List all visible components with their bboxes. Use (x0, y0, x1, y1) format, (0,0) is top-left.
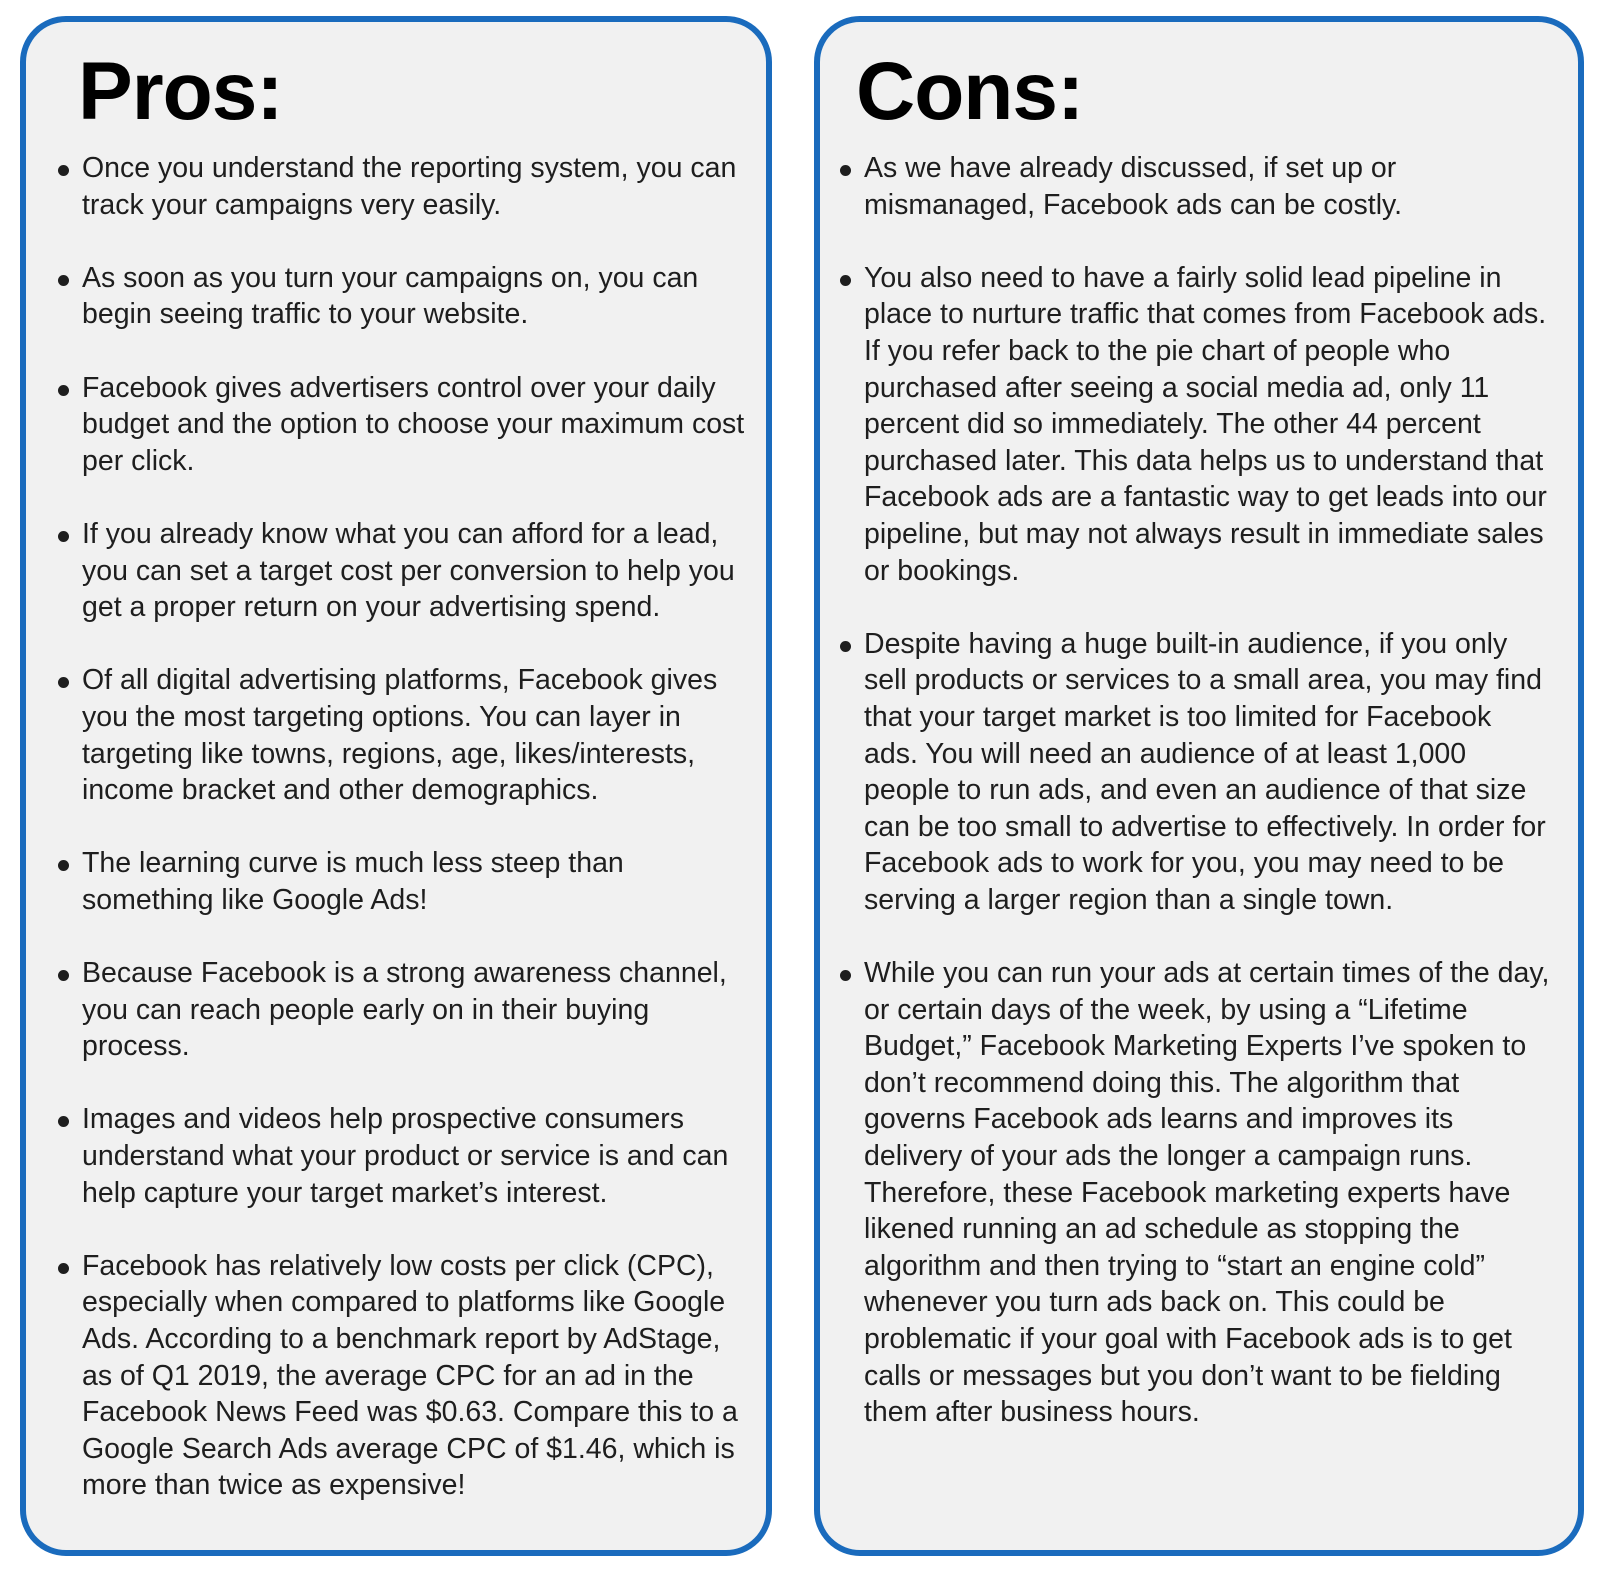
bullet-icon (58, 165, 69, 176)
cons-item (838, 260, 1550, 589)
bullet-icon (58, 385, 69, 396)
bullet-icon (58, 677, 69, 688)
bullet-icon (840, 275, 851, 286)
pros-item-text: Facebook gives advertisers control over your daily budget and the option to choose your maximum cost per click. (82, 371, 745, 477)
pros-item-text: Images and videos help prospective consumers understand what your product or service is and can help capture your target market’s interest. (82, 1103, 729, 1209)
bullet-icon (840, 970, 851, 981)
bullet-icon (58, 970, 69, 981)
pros-item-text: Because Facebook is a strong awareness channel, you can reach people early on in their buying process. (82, 957, 727, 1063)
pros-title: Pros: (78, 46, 283, 137)
bullet-icon (58, 860, 69, 871)
pros-item (56, 955, 746, 1065)
pros-list (56, 150, 746, 1541)
cons-item-text: While you can run your ads at certain times of the day, or certain days of the week, by using a “Lifetime Budget,” Facebook Marketing Experts I’ve spoken to don’t recommend doing this. The algorithm that governs Facebook ads learns and improves its delivery of your ads the longer a campaign runs. Therefore, these Facebook marketing experts have likened running an ad schedule as stopping the algorithm and then trying to “start an engine cold” whenever you turn ads back on. This could be problematic if your goal with Facebook ads is to get calls or messages but you don’t want to be fielding them after business hours. (864, 957, 1550, 1429)
pros-item (56, 1101, 746, 1211)
pros-item-text: Once you understand the reporting system, you can track your campaigns very easily. (82, 152, 737, 221)
pros-item-text: Facebook has relatively low costs per click (CPC), especially when compared to platforms like Google Ads. According to a benchmark report by AdStage, as of Q1 2019, the average CPC for an ad in the Facebook News Feed was $0.63. Compare this to a Google Search Ads average CPC of $1.46, which is more than twice as expensive! (82, 1249, 738, 1502)
pros-item (56, 260, 746, 333)
pros-item (56, 150, 746, 223)
pros-item-text: As soon as you turn your campaigns on, you can begin seeing traffic to your website. (82, 261, 699, 331)
cons-panel (814, 16, 1584, 1556)
pros-item-text: Of all digital advertising platforms, Facebook gives you the most targeting options. You can layer in targeting like towns, regions, age, likes/interests, income bracket and other demographics. (82, 664, 718, 807)
cons-item-text: You also need to have a fairly solid lead pipeline in place to nurture traffic that comes from Facebook ads. If you refer back to the pie chart of people who purchased after seeing a social media ad, only 11 percent did so immediately. The other 44 percent purchased later. This data helps us to understand that Facebook ads are a fantastic way to get leads into our pipeline, but may not always result in immediate sales or bookings. (864, 261, 1547, 587)
bullet-icon (58, 1263, 69, 1274)
pros-item (56, 370, 746, 480)
pros-item (56, 1248, 746, 1504)
bullet-icon (58, 531, 69, 542)
cons-item (838, 150, 1550, 223)
cons-item-text: Despite having a huge built-in audience, if you only sell products or services to a small area, you may find that your target market is too limited for Facebook ads. You will need an audience of at least 1,000 people to run ads, and even an audience of that size can be too small to advertise to effectively. In order for Facebook ads to work for you, you may need to be serving a larger region than a single town. (864, 627, 1546, 916)
cons-item (838, 626, 1550, 919)
pros-panel (20, 16, 772, 1556)
bullet-icon (840, 641, 851, 652)
cons-list (838, 150, 1550, 1467)
cons-item (838, 955, 1550, 1431)
bullet-icon (58, 275, 69, 286)
pros-item-text: If you already know what you can afford for a lead, you can set a target cost per conversion to help you get a proper return on your advertising spend. (82, 517, 735, 624)
cons-title: Cons: (856, 46, 1084, 137)
bullet-icon (840, 165, 851, 176)
pros-item (56, 662, 746, 808)
bullet-icon (58, 1116, 69, 1127)
pros-item-text: The learning curve is much less steep than something like Google Ads! (82, 847, 624, 916)
pros-item (56, 516, 746, 626)
cons-item-text: As we have already discussed, if set up or mismanaged, Facebook ads can be costly. (864, 152, 1403, 221)
pros-item (56, 845, 746, 918)
